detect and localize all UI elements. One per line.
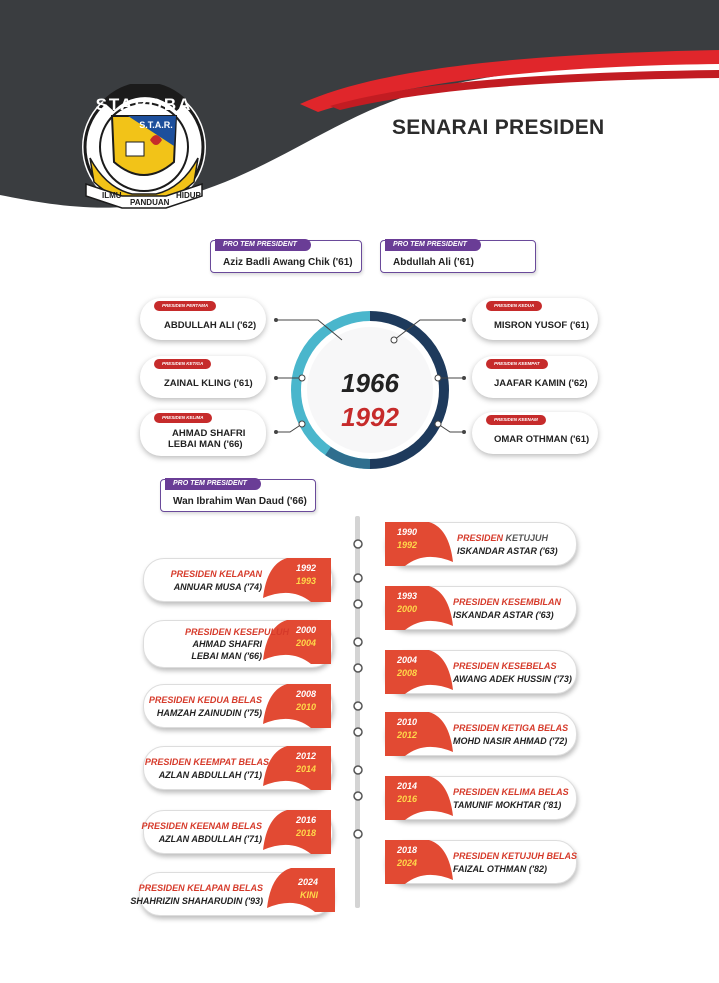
year-start: 1992 (296, 563, 317, 573)
president-role: PRESIDEN KEENAM BELAS (141, 821, 262, 831)
president-name: ISKANDAR ASTAR ('63) (457, 546, 558, 556)
president-name: LEBAI MAN ('66) (168, 439, 243, 450)
president-name: AZLAN ABDULLAH ('71) (158, 834, 262, 844)
president-role: PRESIDEN KETUJUH BELAS (453, 851, 578, 861)
president-name: SHAHRIZIN SHAHARUDIN ('93) (130, 896, 263, 906)
year-start: 2008 (296, 689, 317, 699)
president-name: ABDULLAH ALI ('62) (164, 320, 257, 331)
president-name: ANNUAR MUSA ('74) (173, 582, 262, 592)
president-role: PRESIDEN KETIGA BELAS (453, 723, 569, 733)
president-tag: PRESIDEN PERTAMA (154, 301, 216, 311)
president-role: PRESIDEN KESEBELAS (453, 661, 557, 671)
year-end: 2018 (296, 828, 317, 838)
pro-tem-name: Aziz Badli Awang Chik ('61) (223, 257, 353, 268)
pro-tem-card (210, 240, 362, 273)
era-end-year: 1992 (341, 402, 399, 432)
year-end: 2012 (397, 730, 418, 740)
year-end: 2008 (397, 668, 418, 678)
year-start: 2000 (296, 625, 317, 635)
year-start: 1990 (397, 527, 418, 537)
president-pill (140, 410, 266, 456)
president-name: ZAINAL KLING ('61) (164, 378, 253, 389)
year-start: 2004 (397, 655, 418, 665)
year-end: 2024 (397, 858, 418, 868)
svg-text:ILMU: ILMU (102, 191, 122, 200)
page-title: SENARAI PRESIDEN (392, 116, 605, 139)
president-tag: PRESIDEN KEENAM (486, 415, 546, 425)
year-flag (385, 650, 455, 694)
president-pill (472, 298, 598, 340)
year-end: 1992 (397, 540, 418, 550)
year-start: 2012 (296, 751, 317, 761)
president-pill (472, 356, 598, 398)
era-start-year: 1966 (341, 368, 399, 398)
pro-tem-name: Wan Ibrahim Wan Daud ('66) (173, 496, 307, 507)
pro-tem-card (160, 479, 316, 512)
president-name: MISRON YUSOF ('61) (494, 320, 589, 331)
president-tag: PRESIDEN KEEMPAT (486, 359, 548, 369)
year-start: 2016 (296, 815, 317, 825)
president-name: HAMZAH ZAINUDIN ('75) (156, 708, 262, 718)
year-flag (385, 522, 455, 566)
svg-text:PANDUAN: PANDUAN (130, 198, 170, 207)
president-role: PRESIDEN KESEMBILAN (453, 597, 562, 607)
year-end: 2014 (296, 764, 317, 774)
president-tag: PRESIDEN KEDUA (486, 301, 542, 311)
president-name: ISKANDAR ASTAR ('63) (453, 610, 554, 620)
timeline-dots (352, 538, 364, 863)
year-start: 2010 (397, 717, 418, 727)
pro-tem-tag: PRO TEM PRESIDENT (215, 239, 311, 251)
president-tag: PRESIDEN KELIMA (154, 413, 212, 423)
year-flag (385, 586, 455, 630)
year-end: 2004 (296, 638, 317, 648)
staroba-logo (72, 84, 222, 214)
president-name: LEBAI MAN ('66) (191, 651, 262, 661)
year-start: 2018 (397, 845, 418, 855)
pro-tem-name: Abdullah Ali ('61) (393, 257, 474, 268)
president-role: PRESIDEN KETUJUH (457, 533, 549, 543)
president-role: PRESIDEN KEEMPAT BELAS (144, 757, 269, 767)
pro-tem-tag: PRO TEM PRESIDENT (385, 239, 481, 251)
president-name: AHMAD SHAFRI (192, 639, 262, 649)
president-name: JAAFAR KAMIN ('62) (494, 378, 588, 389)
year-end: 2010 (296, 702, 317, 712)
president-name: AZLAN ABDULLAH ('71) (158, 770, 262, 780)
president-role: PRESIDEN KELAPAN BELAS (138, 883, 263, 893)
year-end: 2000 (397, 604, 418, 614)
year-start: 2014 (397, 781, 418, 791)
year-start: 1993 (397, 591, 418, 601)
president-name: TAMUNIF MOKHTAR ('81) (453, 800, 562, 810)
president-tag: PRESIDEN KETIGA (154, 359, 211, 369)
year-start: 2024 (298, 877, 319, 887)
svg-text:STAROBA: STAROBA (95, 95, 193, 114)
year-flag (385, 776, 455, 820)
president-name: OMAR OTHMAN ('61) (494, 434, 590, 445)
president-name: AHMAD SHAFRI (172, 428, 246, 439)
pro-tem-tag: PRO TEM PRESIDENT (165, 478, 261, 490)
president-pill (472, 412, 598, 454)
president-name: FAIZAL OTHMAN ('82) (453, 864, 547, 874)
president-role: PRESIDEN KELIMA BELAS (453, 787, 569, 797)
year-end: KINI (300, 890, 318, 900)
year-end: 1993 (296, 576, 317, 586)
president-name: AWANG ADEK HUSSIN ('73) (453, 674, 572, 684)
svg-text:S.T.A.R.: S.T.A.R. (139, 120, 173, 130)
president-role: PRESIDEN KELAPAN (170, 569, 262, 579)
president-pill (140, 356, 266, 398)
president-role: PRESIDEN KEDUA BELAS (148, 695, 262, 705)
year-flag (385, 840, 455, 884)
svg-text:HIDUP: HIDUP (176, 191, 201, 200)
president-role: PRESIDEN KESEPULUH (184, 627, 289, 637)
year-flag (385, 712, 455, 756)
pro-tem-card (380, 240, 536, 273)
president-name: MOHD NASIR AHMAD ('72) (453, 736, 568, 746)
year-end: 2016 (397, 794, 418, 804)
president-pill (140, 298, 266, 340)
